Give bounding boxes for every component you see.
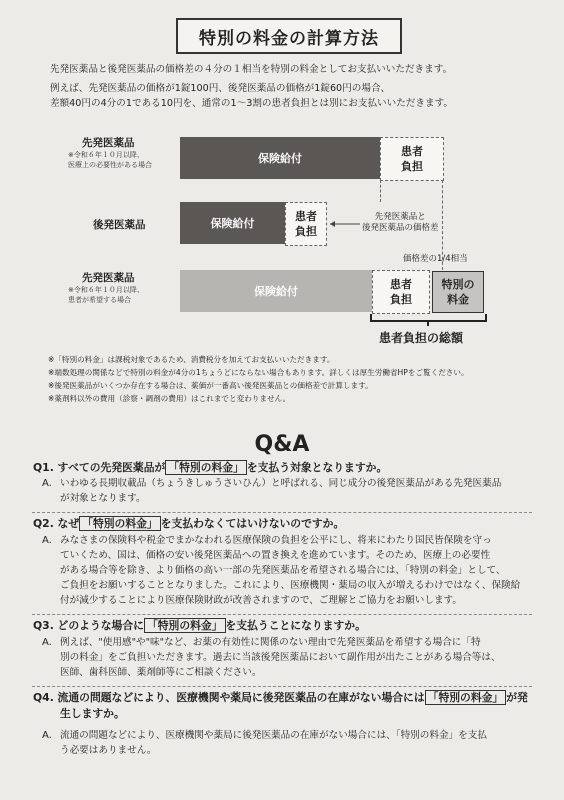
a4-mark: A. bbox=[42, 730, 52, 741]
total-bracket bbox=[368, 312, 490, 326]
a2-line-3: がある場合等を除き、より価格の高い一部の先発医薬品を希望される場合には、「特別の料金」として、 bbox=[60, 565, 506, 576]
divider-1 bbox=[32, 512, 532, 513]
q4-post: が発 bbox=[506, 691, 528, 704]
row3-patient-2: 負担 bbox=[390, 293, 412, 306]
total-label: 患者負担の総額 bbox=[379, 331, 464, 345]
row3-patient-box bbox=[372, 270, 430, 314]
row3-patient-1: 患者 bbox=[390, 278, 412, 291]
a1-line-2: が対象となります。 bbox=[60, 493, 146, 504]
a1-line-1: いわゆる長期収載品（ちょうきしゅうさいひん）と呼ばれる、同じ成分の後発医薬品がある先発医薬品 bbox=[60, 478, 502, 489]
row2-insurance-bar: 保険給付 bbox=[180, 202, 285, 244]
a4-line-2: う必要はありません。 bbox=[60, 745, 157, 756]
row2-patient-box bbox=[285, 202, 327, 246]
q4-highlight: 「特別の料金」 bbox=[425, 690, 507, 705]
note-2: ※端数処理の関係などで特別の料金が4分の1ちょうどにならない場合もあります。詳しくは厚生労働省HPをご覧ください。 bbox=[48, 368, 469, 377]
q3-highlight: 「特別の料金」 bbox=[144, 618, 226, 633]
intro-line-1: 先発医薬品と後発医薬品の価格差の４分の１相当を特別の料金としてお支払いいただきます。 bbox=[50, 64, 453, 75]
diff-label bbox=[360, 212, 441, 234]
quarter-label: 価格差の1/4相当 bbox=[403, 254, 468, 264]
guide-line-1 bbox=[380, 180, 381, 202]
intro-line-2: 例えば、先発医薬品の価格が1錠100円、後発医薬品の価格が1錠60円の場合、 bbox=[50, 83, 391, 94]
row3-label: 先発医薬品 bbox=[82, 272, 135, 284]
a3-line-2: 別の料金」をご負担いただきます。過去に当該後発医薬品において副作用が出たことがある場合等は、 bbox=[60, 652, 501, 663]
a2-line-2: ていくため、国は、価格の安い後発医薬品への置き換えを進めています。そのため、医療上の必要性 bbox=[60, 550, 491, 561]
note-3: ※後発医薬品がいくつか存在する場合は、薬価が一番高い後発医薬品との価格差で計算します。 bbox=[48, 381, 373, 390]
row2-patient-2: 負担 bbox=[295, 225, 317, 238]
q1-pre: Q1. すべての先発医薬品が bbox=[33, 461, 166, 474]
a1-mark: A. bbox=[42, 478, 52, 489]
q1-question bbox=[33, 460, 387, 475]
a4-line-1: 流通の問題などにより、医療機関や薬局に後発医薬品の在庫がない場合には、「特別の料金」を支払 bbox=[60, 730, 487, 741]
row3-sub-1: ※令和６年１０月以降、 bbox=[68, 286, 144, 294]
note-4: ※薬剤料以外の費用（診察・調剤の費用）はこれまでと変わりません。 bbox=[48, 394, 291, 403]
q2-pre: Q2. なぜ bbox=[33, 517, 80, 530]
intro-line-3: 差額40円の4分の1である10円を、通常の1～3割の患者負担とは別にお支払いいただきます。 bbox=[50, 98, 454, 109]
a2-line-1: みなさまの保険料や税金でまかなわれる医療保険の負担を公平にし、将来にわたり国民皆保険を守っ bbox=[60, 535, 492, 546]
row1-sub-2: 医療上の必要性がある場合 bbox=[68, 161, 152, 169]
q1-post: を支払う対象となりますか。 bbox=[246, 461, 388, 474]
page-title: 特別の料金の計算方法 bbox=[176, 18, 402, 54]
row2-patient-1: 患者 bbox=[295, 210, 317, 223]
a2-line-4: ご負担をお願いすることとなりました。これにより、医療機関・薬局の収入が増えるわけではなく、保険給 bbox=[60, 580, 521, 591]
a2-line-5: 付が減少することにより医療保険財政が改善されますので、ご理解とご協力をお願いします。 bbox=[60, 595, 462, 606]
diff-label-2: 後発医薬品の価格差 bbox=[362, 223, 439, 233]
q2-question bbox=[33, 516, 344, 531]
a3-line-3: 医師、歯科医師、薬剤師等にご相談ください。 bbox=[60, 667, 262, 678]
row2-label: 後発医薬品 bbox=[93, 219, 146, 231]
q4-question-line-2: 生しますか。 bbox=[60, 707, 125, 720]
row1-label: 先発医薬品 bbox=[82, 137, 135, 149]
row3-insurance-bar: 保険給付 bbox=[180, 270, 372, 312]
a3-mark: A. bbox=[42, 637, 52, 648]
q2-highlight: 「特別の料金」 bbox=[79, 516, 161, 531]
q2-post: を支払わなくてはいけないのですか。 bbox=[160, 517, 345, 530]
row1-insurance-bar: 保険給付 bbox=[180, 137, 380, 179]
special-fee-2: 料金 bbox=[447, 293, 469, 306]
diff-label-1: 先発医薬品と bbox=[374, 212, 426, 222]
a3-line-1: 例えば、"使用感"や"味"など、お薬の有効性に関係のない理由で先発医薬品を希望する場合に「特 bbox=[60, 637, 481, 648]
special-fee-box bbox=[432, 271, 484, 313]
row1-patient-2: 負担 bbox=[401, 160, 423, 173]
note-1: ※「特別の料金」は課税対象であるため、消費税分を加えてお支払いいただきます。 bbox=[48, 355, 335, 364]
qa-title: Q&A bbox=[254, 432, 310, 457]
row1-sub-1: ※令和６年１０月以降、 bbox=[68, 151, 144, 159]
row3-sub-2: 患者が希望する場合 bbox=[68, 296, 131, 304]
divider-2 bbox=[32, 614, 532, 615]
divider-3 bbox=[32, 686, 532, 687]
special-fee-1: 特別の bbox=[441, 278, 475, 291]
q3-pre: Q3. どのような場合に bbox=[33, 619, 144, 632]
row1-patient-box bbox=[380, 137, 444, 181]
q1-highlight: 「特別の料金」 bbox=[165, 460, 247, 475]
q3-post: を支払うことになりますか。 bbox=[225, 619, 366, 632]
q4-pre: Q4. 流通の問題などにより、医療機関や薬局に後発医薬品の在庫がない場合には bbox=[33, 691, 425, 704]
a2-mark: A. bbox=[42, 535, 52, 546]
q3-question bbox=[33, 618, 366, 633]
row1-patient-1: 患者 bbox=[401, 145, 423, 158]
q4-question bbox=[33, 690, 528, 705]
